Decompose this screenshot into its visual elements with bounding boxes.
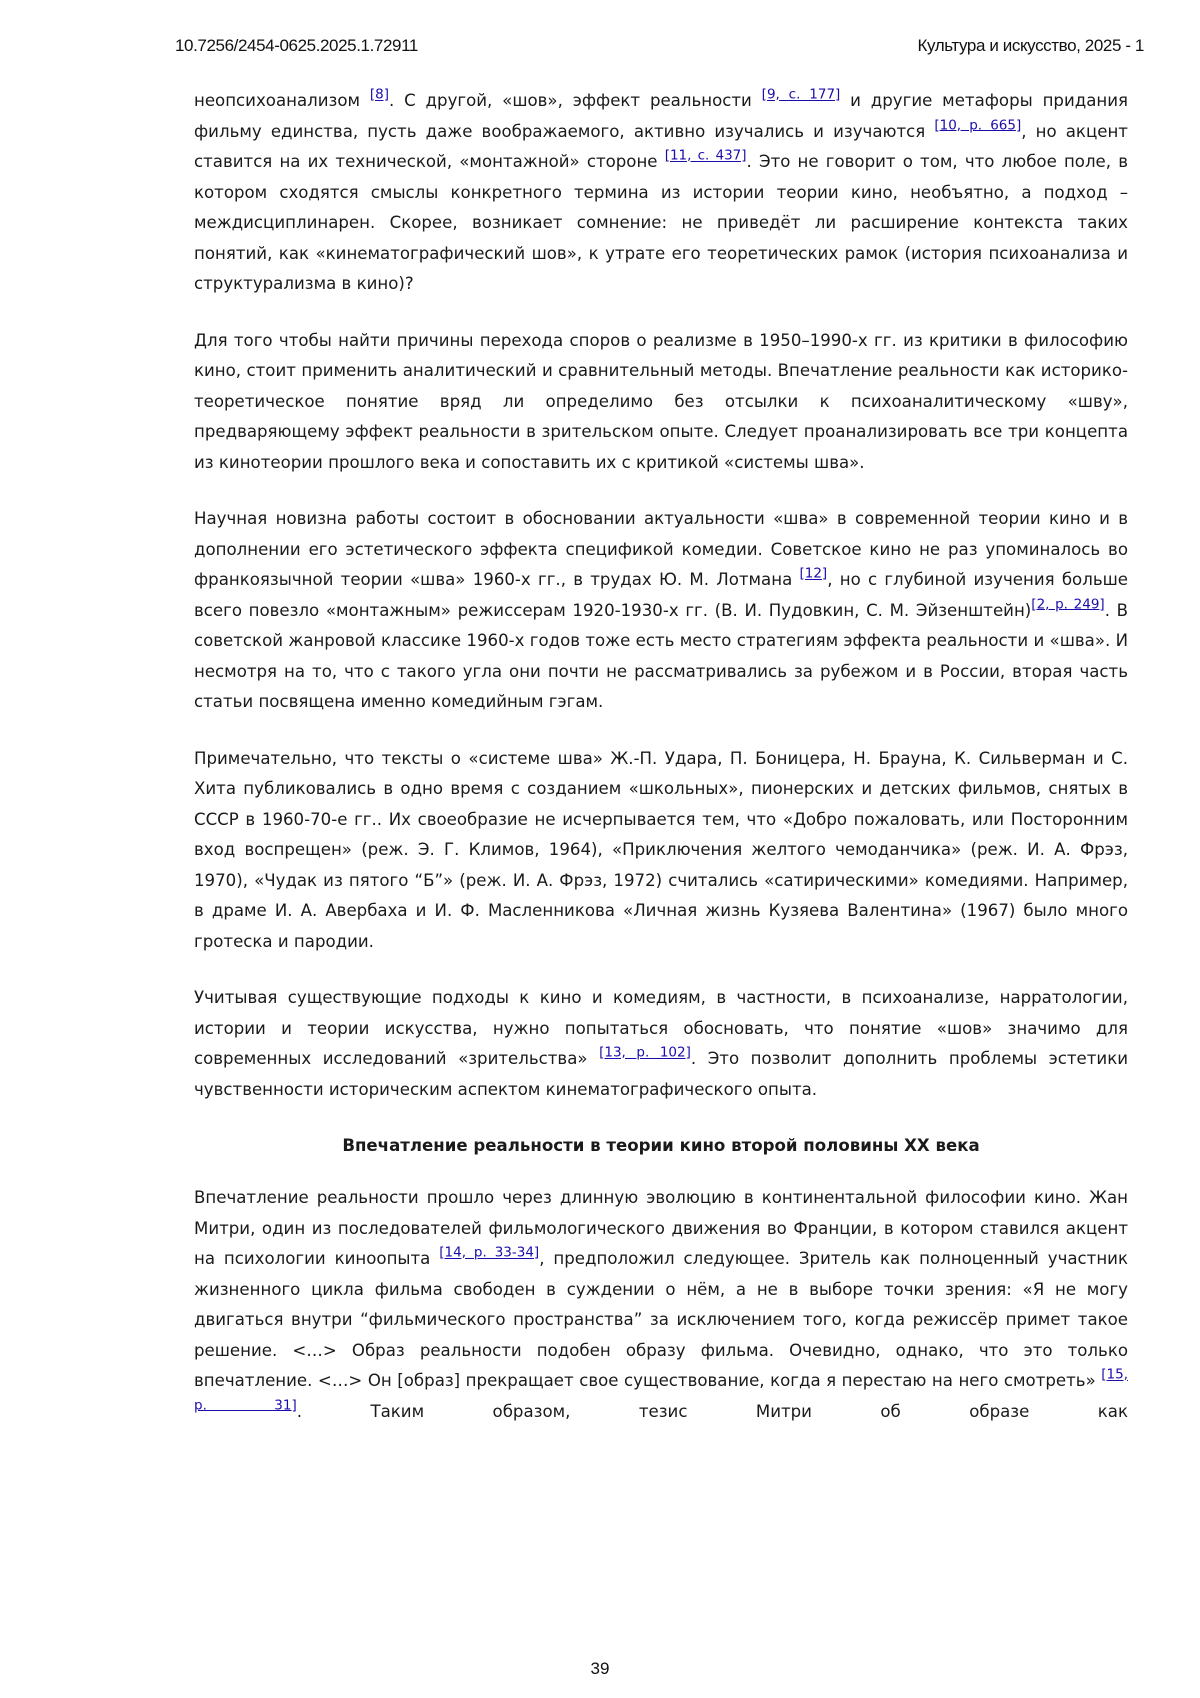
page-number: 39 — [590, 1659, 610, 1678]
text-run: и другие метафоры придания фильму единства, пусть даже воображаемого, активно изучались и изучаются — [194, 91, 1128, 141]
paragraph — [194, 504, 1128, 718]
citation-link[interactable]: [13, р. 102] — [599, 1044, 691, 1061]
text-run: Научная новизна работы состоит в обосновании актуальности «шва» в современной теории кино и в дополнении его эстетического эффекта спецификой комедии. Советское кино не раз упоминалось во франкоязычной теории «шва» 1960-х гг., в трудах Ю. М. Лотмана — [194, 509, 1128, 589]
text-run: неопсихоанализом — [194, 91, 370, 110]
text-run: Впечатление реальности прошло через длинную эволюцию в континентальной философии кино. Жан Митри, один из последователей фильмологического движения во Франции, в котором ставился акцент на психологии киноопыта — [194, 1188, 1128, 1268]
citation-link[interactable]: [2, р. 249] — [1031, 596, 1105, 613]
paragraph — [194, 744, 1128, 958]
citation-link[interactable]: [11, с. 437] — [664, 147, 747, 164]
paragraph — [194, 86, 1128, 300]
citation-link[interactable]: [15, р. 31] — [194, 1366, 1128, 1414]
text-run: , но акцент ставится на их технической, «монтажной» стороне — [194, 121, 1128, 171]
section-heading: Впечатление реальности в теории кино второй половины XX века — [342, 1136, 980, 1155]
text-run: . В советской жанровой классике 1960-х годов тоже есть место стратегиям эффекта реальности и «шва». И несмотря на то, что с такого угла они почти не рассматривались за рубежом и в России, вторая часть статьи посвящена именно комедийным гэгам. — [194, 600, 1129, 711]
paragraph — [194, 1183, 1128, 1427]
citation-link[interactable]: [10, р. 665] — [934, 117, 1022, 134]
paragraph — [194, 326, 1128, 479]
paragraph — [194, 983, 1128, 1105]
text-run: . Таким образом, тезис Митри об образе как — [296, 1401, 1128, 1421]
doi-label: 10.7256/2454-0625.2025.1.72911 — [175, 36, 418, 55]
text-run: Для того чтобы найти причины перехода споров о реализме в 1950–1990-х гг. из критики в философию кино, стоит применить аналитический и сравнительный методы. Впечатление реальности как историко-теоретическое понятие вряд ли определимо без отсылки к психоаналитическому «шву», предваряющему эффект реальности в зрительском опыте. Следует проанализировать все три концепта из кинотеории прошлого века и сопоставить их с критикой «системы шва». — [194, 330, 1128, 472]
text-run: , предположил следующее. Зритель как полноценный участник жизненного цикла фильма свободен в суждении о нём, а не в выборе точки зрения: «Я не могу двигаться внутри “фильмического пространства” за исключением того, когда режиссёр примет такое решение. <…> Образ реальности подобен образу фильма. Очевидно, однако, что это только впечатление. <…> Он [образ] прекращает свое существование, когда я перестаю на него смотреть» — [194, 1249, 1128, 1390]
journal-title: Культура и искусство, 2025 - 1 — [917, 36, 1144, 55]
text-run: , но с глубиной изучения больше всего повезло «монтажным» режиссерам 1920-1930-х гг. (В. И. Пудовкин, С. М. Эйзенштейн) — [194, 570, 1128, 620]
text-run: Учитывая существующие подходы к кино и комедиям, в частности, в психоанализе, нарратологии, истории и теории искусства, нужно попытаться обосновать, что понятие «шов» значимо для современных исследований «зрительства» — [194, 988, 1128, 1068]
page-header — [0, 36, 1200, 64]
text-run: . Это не говорит о том, что любое поле, в котором сходятся смыслы конкретного термина из истории теории кино, необъятно, а подход – междисциплинарен. Скорее, возникает сомнение: не приведёт ли расширение контекста таких понятий, как «кинематографический шов», к утрате его теоретических рамок (история психоанализа и структурализма в кино)? — [194, 152, 1128, 293]
citation-link[interactable]: [14, р. 33-34] — [439, 1244, 540, 1261]
text-run: Примечательно, что тексты о «системе шва» Ж.-П. Удара, П. Боницера, Н. Брауна, К. Сильверман и С. Хита публиковались в одно время с созданием «школьных», пионерских и детских фильмов, снятых в СССР в 1960-70-е гг.. Их своеобразие не исчерпывается тем, что «Добро пожаловать, или Посторонним вход воспрещен» (реж. Э. Г. Климов, 1964), «Приключения желтого чемоданчика» (реж. И. А. Фрэз, 1970), «Чудак из пятого “Б”» (реж. И. А. Фрэз, 1972) считались «сатирическими» комедиями. Например, в драме И. А. Авербаха и И. Ф. Масленникова «Личная жизнь Кузяева Валентина» (1967) было много гротеска и пародии. — [194, 748, 1128, 951]
text-run: . С другой, «шов», эффект реальности — [389, 91, 762, 110]
citation-link[interactable]: [12] — [799, 565, 828, 582]
citation-link[interactable]: [9, с. 177] — [761, 86, 841, 103]
article-body — [194, 86, 1128, 1453]
text-run: . Это позволит дополнить проблемы эстетики чувственности историческим аспектом кинематографического опыта. — [194, 1049, 1129, 1099]
citation-link[interactable]: [8] — [369, 86, 389, 103]
